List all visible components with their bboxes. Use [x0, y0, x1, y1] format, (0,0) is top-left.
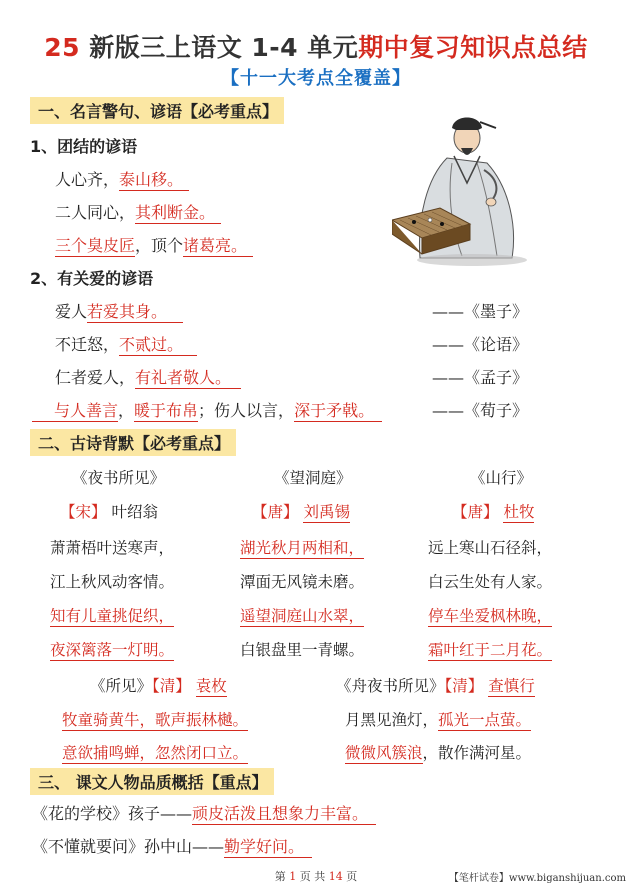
saying-line: 不迁怒，不贰过。: [55, 332, 197, 355]
scholar-illustration: [392, 108, 542, 270]
answer-text: 勤学好问。: [224, 837, 312, 858]
character-summary: 《不懂就要问》孙中山——勤学好问。: [32, 834, 312, 857]
poem-line: 牧童骑黄牛，歌声振林樾。: [62, 711, 249, 729]
poem-line: 微微风簇浪，散作满河星。: [345, 744, 532, 762]
section-heading-3: 三、 课文人物品质概括【重点】: [30, 768, 274, 795]
poem-line: 停车坐爱枫林晚，: [428, 607, 553, 625]
section-heading-1: 一、名言警句、谚语【必考重点】: [30, 97, 284, 124]
saying-source: ——《孟子》: [432, 368, 529, 387]
answer-text: 诸葛亮。: [183, 236, 253, 257]
poem-title-line: 《所见》【清】 袁枚: [90, 677, 227, 695]
answer-text: 暖于布帛: [134, 401, 199, 420]
poem-title: 《山行》: [470, 469, 533, 487]
poem-line: 萧萧梧叶送寒声，: [50, 539, 175, 557]
proverb-line: 二人同心，其利断金。: [55, 200, 221, 223]
poem-line: 江上秋风动客情。: [50, 573, 175, 591]
answer-text: 深于矛戟。: [294, 401, 382, 422]
poem-title: 《夜书所见》: [72, 469, 166, 487]
answer-text: 与人善言: [32, 401, 118, 422]
poem-line: 远上寒山石径斜，: [428, 539, 553, 557]
proverb-line: 三个臭皮匠，顶个诸葛亮。: [55, 233, 253, 256]
answer-text: 三个臭皮匠: [55, 236, 136, 255]
answer-text: 若爱其身。: [87, 302, 183, 323]
poem-line: 知有儿童挑促织，: [50, 607, 175, 625]
answer-text: 不贰过。: [119, 335, 197, 356]
page-title: 25 新版三上语文 1-4 单元期中复习知识点总结: [44, 33, 588, 62]
subheading-unity-proverbs: 1、团结的谚语: [30, 137, 138, 156]
poem-line: 意欲捕鸣蝉，忽然闭口立。: [62, 744, 249, 762]
poem-byline: 【唐】 刘禹锡: [252, 503, 350, 521]
poem-line: 遥望洞庭山水翠，: [240, 607, 365, 625]
page-subtitle: 【十一大考点全覆盖】: [221, 68, 411, 89]
saying-source: ——《荀子》: [432, 401, 529, 420]
answer-text: 其利断金。: [135, 203, 221, 224]
answer-text: 顽皮活泼且想象力丰富。: [192, 804, 376, 825]
poem-line: 夜深篱落一灯明。: [50, 641, 175, 659]
proverb-line: 人心齐，泰山移。: [55, 167, 189, 190]
saying-line: 与人善言，暖于布帛；伤人以言，深于矛戟。: [32, 398, 382, 421]
poem-title-line: 《舟夜书所见》【清】 查慎行: [336, 677, 535, 695]
poem-line: 白云生处有人家。: [428, 573, 553, 591]
poem-line: 白银盘里一青螺。: [240, 641, 365, 659]
poem-line: 湖光秋月两相和，: [240, 539, 365, 557]
poem-byline: 【宋】 叶绍翁: [60, 503, 158, 521]
character-summary: 《花的学校》孩子——顽皮活泼且想象力丰富。: [32, 801, 376, 824]
page-number: 第 1 页 共 14 页: [274, 870, 358, 883]
section-heading-2: 二、古诗背默【必考重点】: [30, 429, 236, 456]
answer-text: 泰山移。: [119, 170, 189, 191]
subheading-love-sayings: 2、有关爱的谚语: [30, 269, 154, 288]
poem-line: 潭面无风镜未磨。: [240, 573, 365, 591]
poem-title: 《望洞庭》: [274, 469, 352, 487]
saying-source: ——《墨子》: [432, 302, 529, 321]
brand-watermark: 【笔杆试卷】www.biganshijuan.com: [448, 873, 626, 884]
poem-line: 月黑见渔灯，孤光一点萤。: [345, 711, 532, 729]
poem-byline: 【唐】 杜牧: [452, 503, 535, 521]
saying-line: 仁者爱人，有礼者敬人。: [55, 365, 241, 388]
saying-line: 爱人若爱其身。: [55, 299, 183, 322]
answer-text: 有礼者敬人。: [135, 368, 241, 389]
poem-line: 霜叶红于二月花。: [428, 641, 553, 659]
saying-source: ——《论语》: [432, 335, 529, 354]
